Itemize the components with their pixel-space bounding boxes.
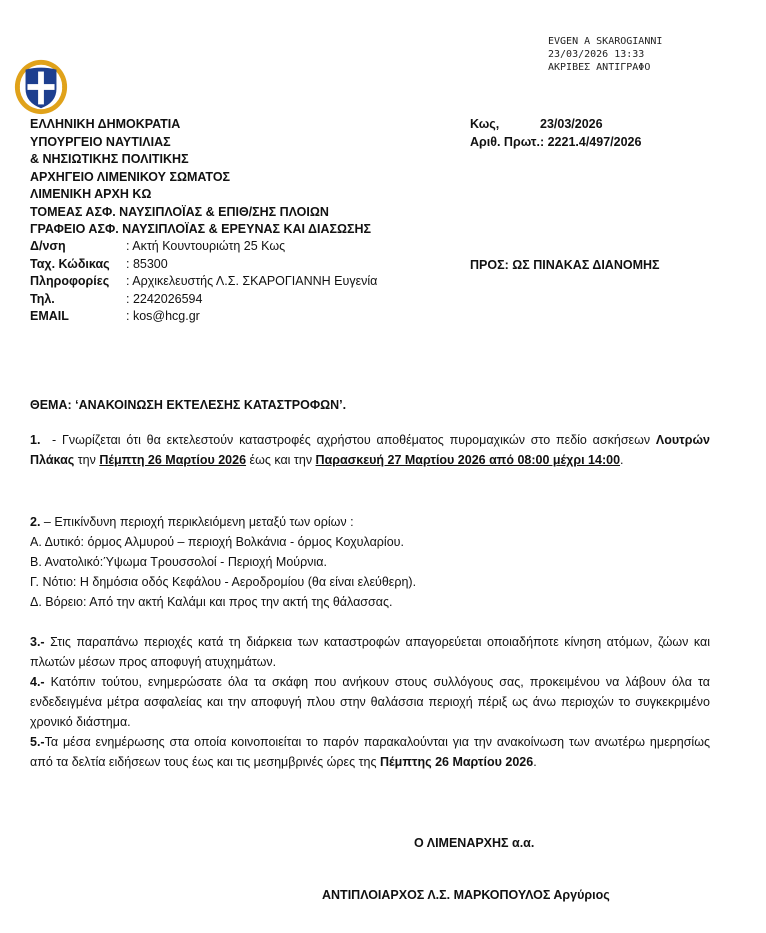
header-line: ΥΠΟΥΡΓΕΙΟ ΝΑΥΤΙΛΙΑΣ <box>30 134 171 149</box>
header-line: & ΝΗΣΙΩΤΙΚΗΣ ΠΟΛΙΤΙΚΗΣ <box>30 152 189 166</box>
contact-label: Πληροφορίες <box>30 274 110 288</box>
paragraph-2 <box>30 512 710 612</box>
paragraph-number: 5.- <box>30 735 45 749</box>
broadcast-date: Πέμπτης 26 Μαρτίου 2026 <box>380 755 534 769</box>
header-line: ΕΛΛΗΝΙΚΗ ΔΗΜΟΚΡΑΤΙΑ <box>30 117 181 131</box>
signer-name: EVGEN A SKAROGIANNI <box>548 36 663 47</box>
contact-row <box>30 308 377 326</box>
coat-of-arms-icon <box>12 58 70 116</box>
place-date <box>470 116 641 134</box>
signature-datetime: 23/03/2026 13:33 <box>548 49 645 60</box>
document-city: Κως, <box>470 117 500 131</box>
paragraph-text: – Επικίνδυνη περιοχή περικλειόμενη μεταξύ των ορίων : <box>40 515 354 529</box>
contact-label: Τηλ. <box>30 291 55 306</box>
boundary-north: Δ. Βόρειο: Από την ακτή Καλάμι και προς την ακτή της θάλασσας. <box>30 595 393 609</box>
header-line: ΑΡΧΗΓΕΙΟ ΛΙΜΕΝΙΚΟΥ ΣΩΜΑΤΟΣ <box>30 169 231 184</box>
danger-zone-intro <box>30 512 710 532</box>
paragraph-number: 3.- <box>30 635 45 649</box>
paragraph-5 <box>30 732 710 772</box>
contact-row <box>30 238 377 256</box>
digital-signature-stamp <box>548 35 662 74</box>
boundary-south: Γ. Νότιο: Η δημόσια οδός Κεφάλου - Αεροδρομίου (θα είναι ελεύθερη). <box>30 575 417 589</box>
certification-text: ΑΚΡΙΒΕΣ ΑΝΤΙΓΡΑΦΟ <box>548 62 651 73</box>
start-date: Πέμπτη 26 Μαρτίου 2026 <box>99 453 247 467</box>
paragraph-text: έως και την <box>246 453 316 467</box>
recipients: ΠΡΟΣ: ΩΣ ΠΙΝΑΚΑΣ ΔΙΑΝΟΜΗΣ <box>470 258 660 272</box>
contact-value: : kos@hcg.gr <box>126 309 200 323</box>
paragraph-1 <box>30 430 710 470</box>
paragraph-text: . <box>620 453 624 467</box>
document-meta <box>470 116 641 151</box>
paragraph-text: Τα μέσα ενημέρωσης στα οποία κοινοποιείται το παρόν παρακαλούνται για την ανακοίνωση των ανωτέρω ημερησίως από τα δελτία ειδήσεων τους έως και τις μεσημβρινές ώρες της <box>30 735 710 769</box>
paragraph-text: - Γνωρίζεται ότι θα εκτελεστούν καταστροφές αχρήστου αποθέματος πυρομαχικών στο πεδίο ασκήσεων <box>52 433 656 447</box>
contact-row <box>30 256 377 274</box>
paragraph-number: 4.- <box>30 675 45 689</box>
paragraph-number: 1. <box>30 433 41 447</box>
contact-label: EMAIL <box>30 309 69 323</box>
paragraph-text: Κατόπιν τούτου, ενημερώσατε όλα τα σκάφη που ανήκουν στους συλλόγους σας, προκειμένου να λάβουν όλα τα ενδεδειγμένα μέτρα ασφαλείας και την αποφυγή πλου στην θαλάσσια περιοχή πέριξ ως άνω περιοχών το συγκεκριμένο χρονικό διάστημα. <box>30 675 710 729</box>
boundary-west: Α. Δυτικό: όρμος Αλμυρού – περιοχή Βολκάνια - όρμος Κοχυλαρίου. <box>30 535 404 549</box>
contact-row <box>30 273 377 291</box>
contact-value: : Ακτή Κουντουριώτη 25 Κως <box>126 239 286 253</box>
header-line: ΛΙΜΕΝΙΚΗ ΑΡΧΗ ΚΩ <box>30 187 152 201</box>
header-line: ΤΟΜΕΑΣ ΑΣΦ. ΝΑΥΣΙΠΛΟΪΑΣ & ΕΠΙΘ/ΣΗΣ ΠΛΟΙΩΝ <box>30 204 329 219</box>
header-line: ΓΡΑΦΕΙΟ ΑΣΦ. ΝΑΥΣΙΠΛΟΪΑΣ & ΕΡΕΥΝΑΣ ΚΑΙ ΔΙΑΣΩΣΗΣ <box>30 222 372 236</box>
paragraph-3 <box>30 632 710 672</box>
contact-value: : 85300 <box>126 256 168 271</box>
paragraph-text: . <box>533 755 537 769</box>
contact-value: : Αρχικελευστής Λ.Σ. ΣΚΑΡΟΓΙΑΝΝΗ Ευγενία <box>126 274 378 288</box>
paragraph-4 <box>30 672 710 732</box>
contact-label: Δ/νση <box>30 239 66 253</box>
paragraph-text: την <box>74 453 100 467</box>
end-date-time: Παρασκευή 27 Μαρτίου 2026 από 08:00 μέχρι 14:00 <box>315 453 621 467</box>
location-name: Λουτρών Πλάκας <box>30 433 710 467</box>
protocol-number: Αριθ. Πρωτ.: 2221.4/497/2026 <box>470 134 642 149</box>
contact-label: Ταχ. Κώδικας <box>30 256 110 271</box>
signatory-role: Ο ΛΙΜΕΝΑΡΧΗΣ α.α. <box>414 836 535 850</box>
boundary-east: Β. Ανατολικό:Ύψωμα Τρουσσολοί - Περιοχή Μούρνια. <box>30 555 327 569</box>
paragraph-number: 2. <box>30 515 41 529</box>
document-date: 23/03/2026 <box>540 117 603 131</box>
paragraph-text: Στις παραπάνω περιοχές κατά τη διάρκεια των καταστροφών απαγορεύεται οποιαδήποτε κίνηση ατόμων, ζώων και πλωτών μέσων προς αποφυγή ατυχημάτων. <box>30 635 710 669</box>
contact-block <box>30 238 377 326</box>
contact-value: : 2242026594 <box>126 291 203 306</box>
signatory-name: ΑΝΤΙΠΛΟΙΑΡΧΟΣ Λ.Σ. ΜΑΡΚΟΠΟΥΛΟΣ Αργύριος <box>322 888 610 902</box>
issuer-header <box>30 116 371 239</box>
paragraphs-3-5 <box>30 632 710 772</box>
contact-row <box>30 291 377 309</box>
document-subject: ΘΕΜΑ: ‘ΑΝΑΚΟΙΝΩΣΗ ΕΚΤΕΛΕΣΗΣ ΚΑΤΑΣΤΡΟΦΩΝ’. <box>30 398 347 412</box>
